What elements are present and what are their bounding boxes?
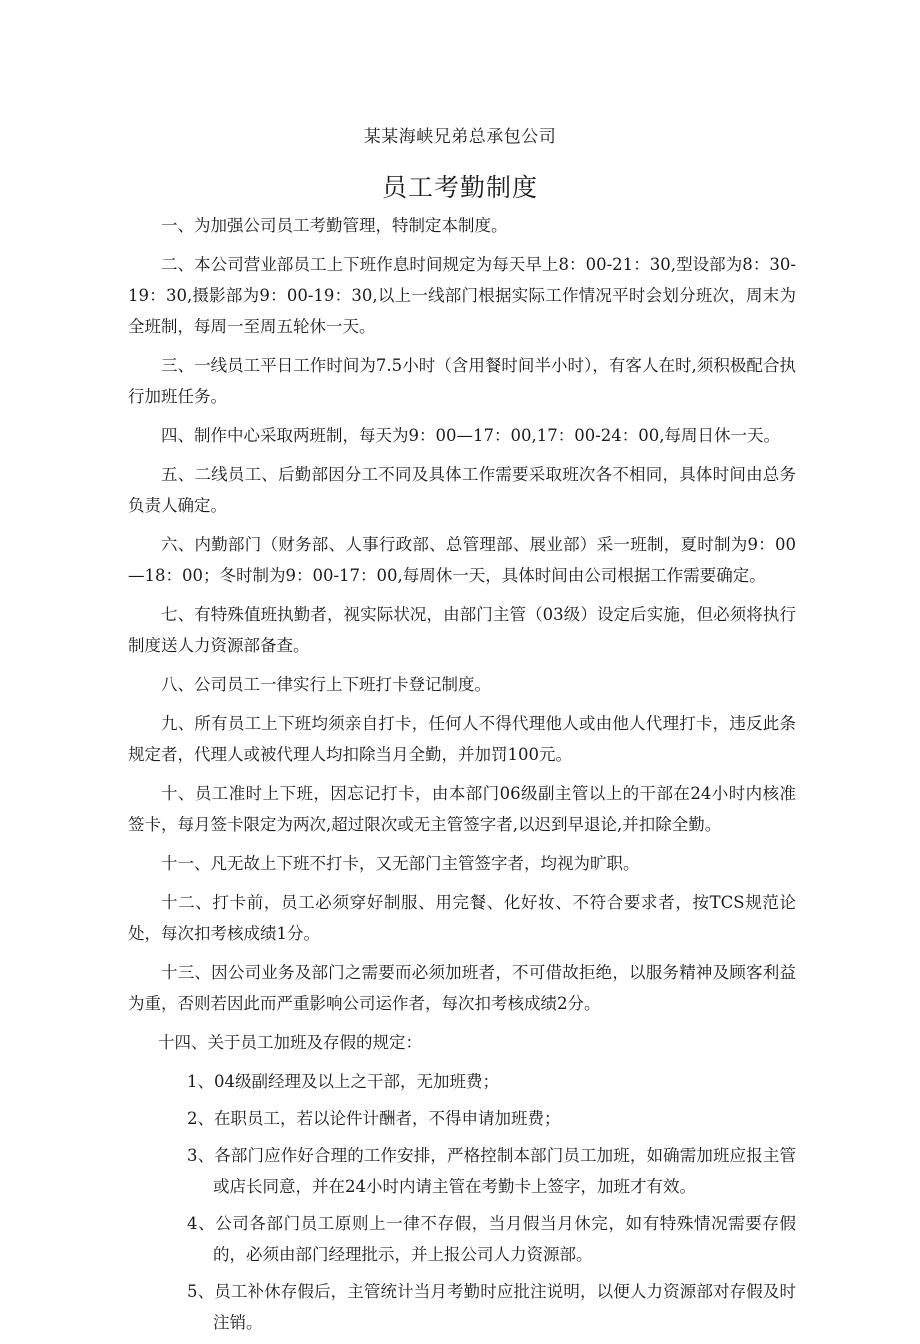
company-name: 某某海峡兄弟总承包公司 <box>363 127 557 147</box>
clause-8: 八、公司员工一律实行上下班打卡登记制度。 <box>161 675 491 694</box>
clause-7: 七、有特殊值班执勤者，视实际状况，由部门主管（03级）设定后实施，但必须将执行制度送人力资源部备查。 <box>128 605 796 655</box>
clause-6: 六、内勤部门（财务部、人事行政部、总管理部、展业部）采一班制，夏时制为9：00—18：00；冬时制为9：00-17：00,每周休一天，具体时间由公司根据工作需要确定。 <box>128 535 796 585</box>
clause-14-item-4: 4、公司各部门员工原则上一律不存假，当月假当月休完，如有特殊情况需要存假的，必须由部门经理批示，并上报公司人力资源部。 <box>187 1214 796 1264</box>
clause-4: 四、制作中心采取两班制，每天为9：00—17：00,17：00-24：00,每周日休一天。 <box>161 426 781 445</box>
clause-1: 一、为加强公司员工考勤管理，特制定本制度。 <box>161 216 508 235</box>
clause-5: 五、二线员工、后勤部因分工不同及具体工作需要采取班次各不相同，具体时间由总务负责人确定。 <box>128 465 796 515</box>
document-body <box>128 210 796 1344</box>
clause-14-item-2: 2、在职员工，若以论件计酬者，不得申请加班费； <box>187 1109 561 1128</box>
clause-12: 十二、打卡前，员工必须穿好制服、用完餐、化好妆、不符合要求者，按TCS规范论处，每次扣考核成绩1分。 <box>128 893 796 943</box>
clause-2: 二、本公司营业部员工上下班作息时间规定为每天早上8：00-21：30,型设部为8：30-19：30,摄影部为9：00-19：30,以上一线部门根据实际工作情况平时会划分班次，周末为全班制，每周一至周五轮休一天。 <box>128 255 796 336</box>
clause-10: 十、员工准时上下班，因忘记打卡，由本部门06级副主管以上的干部在24小时内核准签卡，每月签卡限定为两次,超过限次或无主管签字者,以迟到早退论,并扣除全勤。 <box>128 784 796 834</box>
clause-14-item-3: 3、各部门应作好合理的工作安排，严格控制本部门员工加班，如确需加班应报主管或店长同意，并在24小时内请主管在考勤卡上签字，加班才有效。 <box>187 1146 796 1196</box>
clause-11: 十一、凡无故上下班不打卡，又无部门主管签字者，均视为旷职。 <box>161 854 640 873</box>
clause-14-item-1: 1、04级副经理及以上之干部，无加班费； <box>187 1072 499 1091</box>
clause-14-item-5: 5、员工补休存假后，主管统计当月考勤时应批注说明，以便人力资源部对存假及时注销。 <box>187 1282 796 1332</box>
clause-9: 九、所有员工上下班均须亲自打卡，任何人不得代理他人或由他人代理打卡，违反此条规定者，代理人或被代理人均扣除当月全勤，并加罚100元。 <box>128 714 796 764</box>
clause-14-heading: 十四、关于员工加班及存假的规定： <box>158 1033 422 1052</box>
clause-3: 三、一线员工平日工作时间为7.5小时（含用餐时间半小时），有客人在时,须积极配合执行加班任务。 <box>128 356 796 406</box>
clause-13: 十三、因公司业务及部门之需要而必须加班者，不可借故拒绝，以服务精神及顾客利益为重，否则若因此而严重影响公司运作者，每次扣考核成绩2分。 <box>128 963 796 1013</box>
document-title: 员工考勤制度 <box>381 173 538 202</box>
